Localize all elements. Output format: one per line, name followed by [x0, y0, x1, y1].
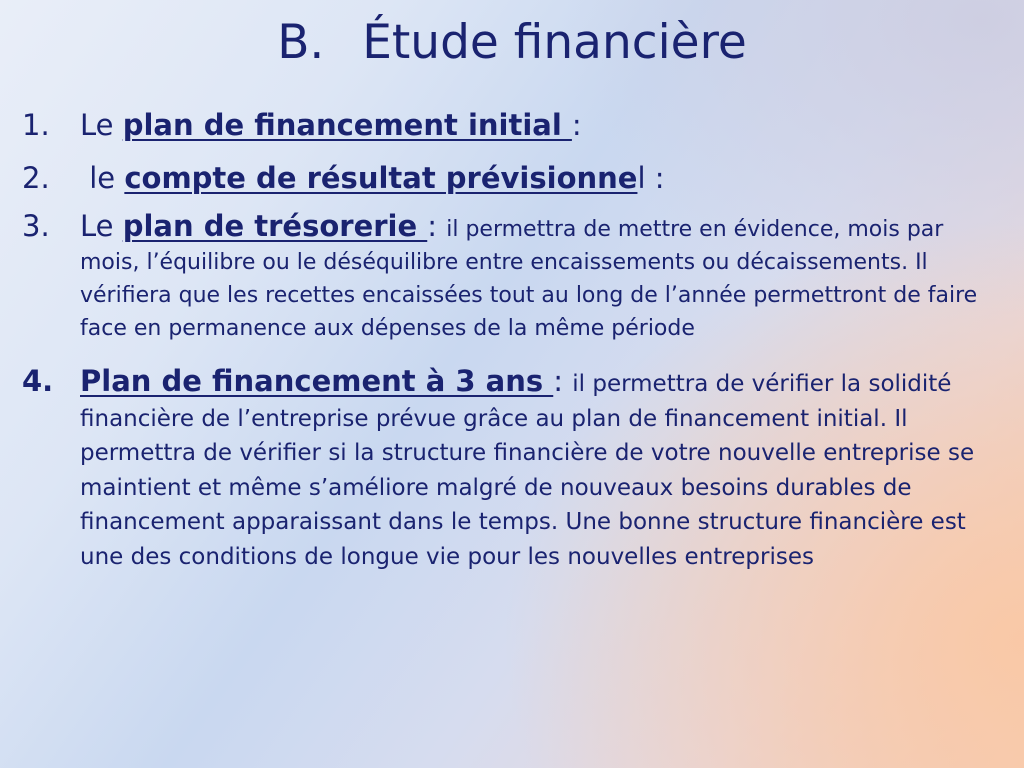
slide-title [0, 16, 1024, 70]
item-key-term: Plan de financement à 3 ans [80, 364, 554, 399]
item-heading [80, 158, 1007, 199]
item-suffix: l : [637, 160, 665, 195]
item-prefix: Le [80, 209, 123, 244]
item-number: 2. [22, 160, 50, 195]
item-description: il permettra de vérifier la solidité financière de l’entreprise prévue grâce au plan de financement initial. Il permettra de vérifier si la structure financière de votre nouvelle entreprise se maintient et même s’améliore malgré de nouveaux besoins durables de financement apparaissant dans le temps. Une bonne structure financière est une des conditions de longue vie pour les nouvelles entreprises [80, 371, 975, 570]
list-item-2 [22, 158, 1007, 199]
item-suffix: : [427, 209, 447, 244]
item-number: 4. [22, 364, 54, 399]
item-prefix: Le [80, 108, 123, 142]
item-number: 3. [22, 209, 50, 244]
item-body [80, 210, 1007, 345]
item-suffix: : [553, 364, 573, 399]
item-prefix: le [80, 160, 125, 195]
item-key-term: plan de financement initial [122, 108, 572, 142]
item-key-term: compte de résultat prévisionne [124, 160, 638, 195]
item-body [80, 361, 1007, 574]
item-heading [80, 105, 1007, 146]
item-description: il permettra de mettre en évidence, mois par mois, l’équilibre ou le déséquilibre entre encaissements ou décaissements. Il vérifiera que les recettes encaissées tout au long de l’année permettront de faire face en permanence aux dépenses de la même période [80, 217, 978, 342]
item-suffix: : [571, 108, 582, 142]
item-number: 1. [22, 108, 50, 142]
item-key-term: plan de trésorerie [122, 209, 428, 244]
list-item-4 [22, 361, 1007, 574]
list-item-1 [22, 105, 1007, 146]
section-letter: B. [277, 15, 325, 70]
content-list [22, 105, 1007, 586]
list-item-3 [22, 210, 1007, 345]
title-text: Étude financière [362, 15, 747, 70]
